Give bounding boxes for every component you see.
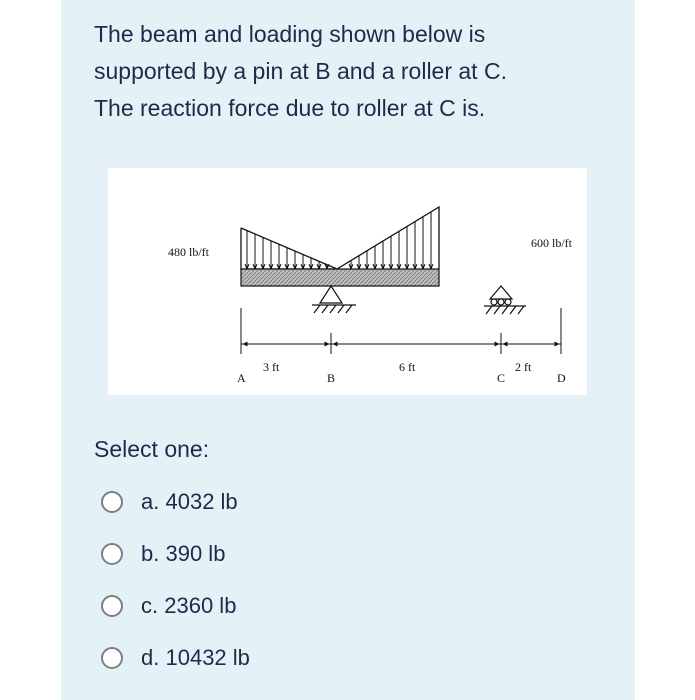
option-a-label: a. 4032 lb [141, 489, 238, 514]
beam-diagram [108, 168, 587, 395]
left-load-label: 480 lb/ft [168, 245, 209, 259]
question-line: The reaction force due to roller at C is. [94, 95, 486, 121]
select-one-prompt: Select one: [94, 436, 210, 462]
roller-support-c [484, 286, 526, 314]
dimension-lines [241, 308, 561, 354]
option-a[interactable] [101, 476, 250, 528]
option-b[interactable] [101, 528, 250, 580]
point-a-label: A [237, 371, 246, 385]
point-c-label: C [497, 371, 506, 385]
question-line: The beam and loading shown below is [94, 21, 486, 47]
option-c[interactable] [101, 580, 250, 632]
option-c-label: c. 2360 lb [141, 593, 237, 618]
question-text [94, 16, 614, 127]
answer-options [101, 476, 250, 684]
question-card [61, 0, 635, 700]
option-d-label: d. 10432 lb [141, 645, 250, 670]
right-load-label: 600 lb/ft [531, 236, 572, 250]
option-b-label: b. 390 lb [141, 541, 226, 566]
dim-cd-label: 2 ft [515, 360, 532, 374]
radio-button[interactable] [101, 491, 123, 513]
option-d[interactable] [101, 632, 250, 684]
load-arrows [245, 212, 433, 269]
radio-button[interactable] [101, 595, 123, 617]
radio-button[interactable] [101, 647, 123, 669]
pin-support-b [312, 286, 356, 313]
radio-button[interactable] [101, 543, 123, 565]
beam-diagram-svg [108, 168, 587, 395]
dim-ab-label: 3 ft [263, 360, 280, 374]
point-d-label: D [557, 371, 566, 385]
beam [241, 269, 439, 286]
question-line: supported by a pin at B and a roller at C. [94, 58, 507, 84]
dim-bc-label: 6 ft [399, 360, 416, 374]
point-b-label: B [327, 371, 336, 385]
